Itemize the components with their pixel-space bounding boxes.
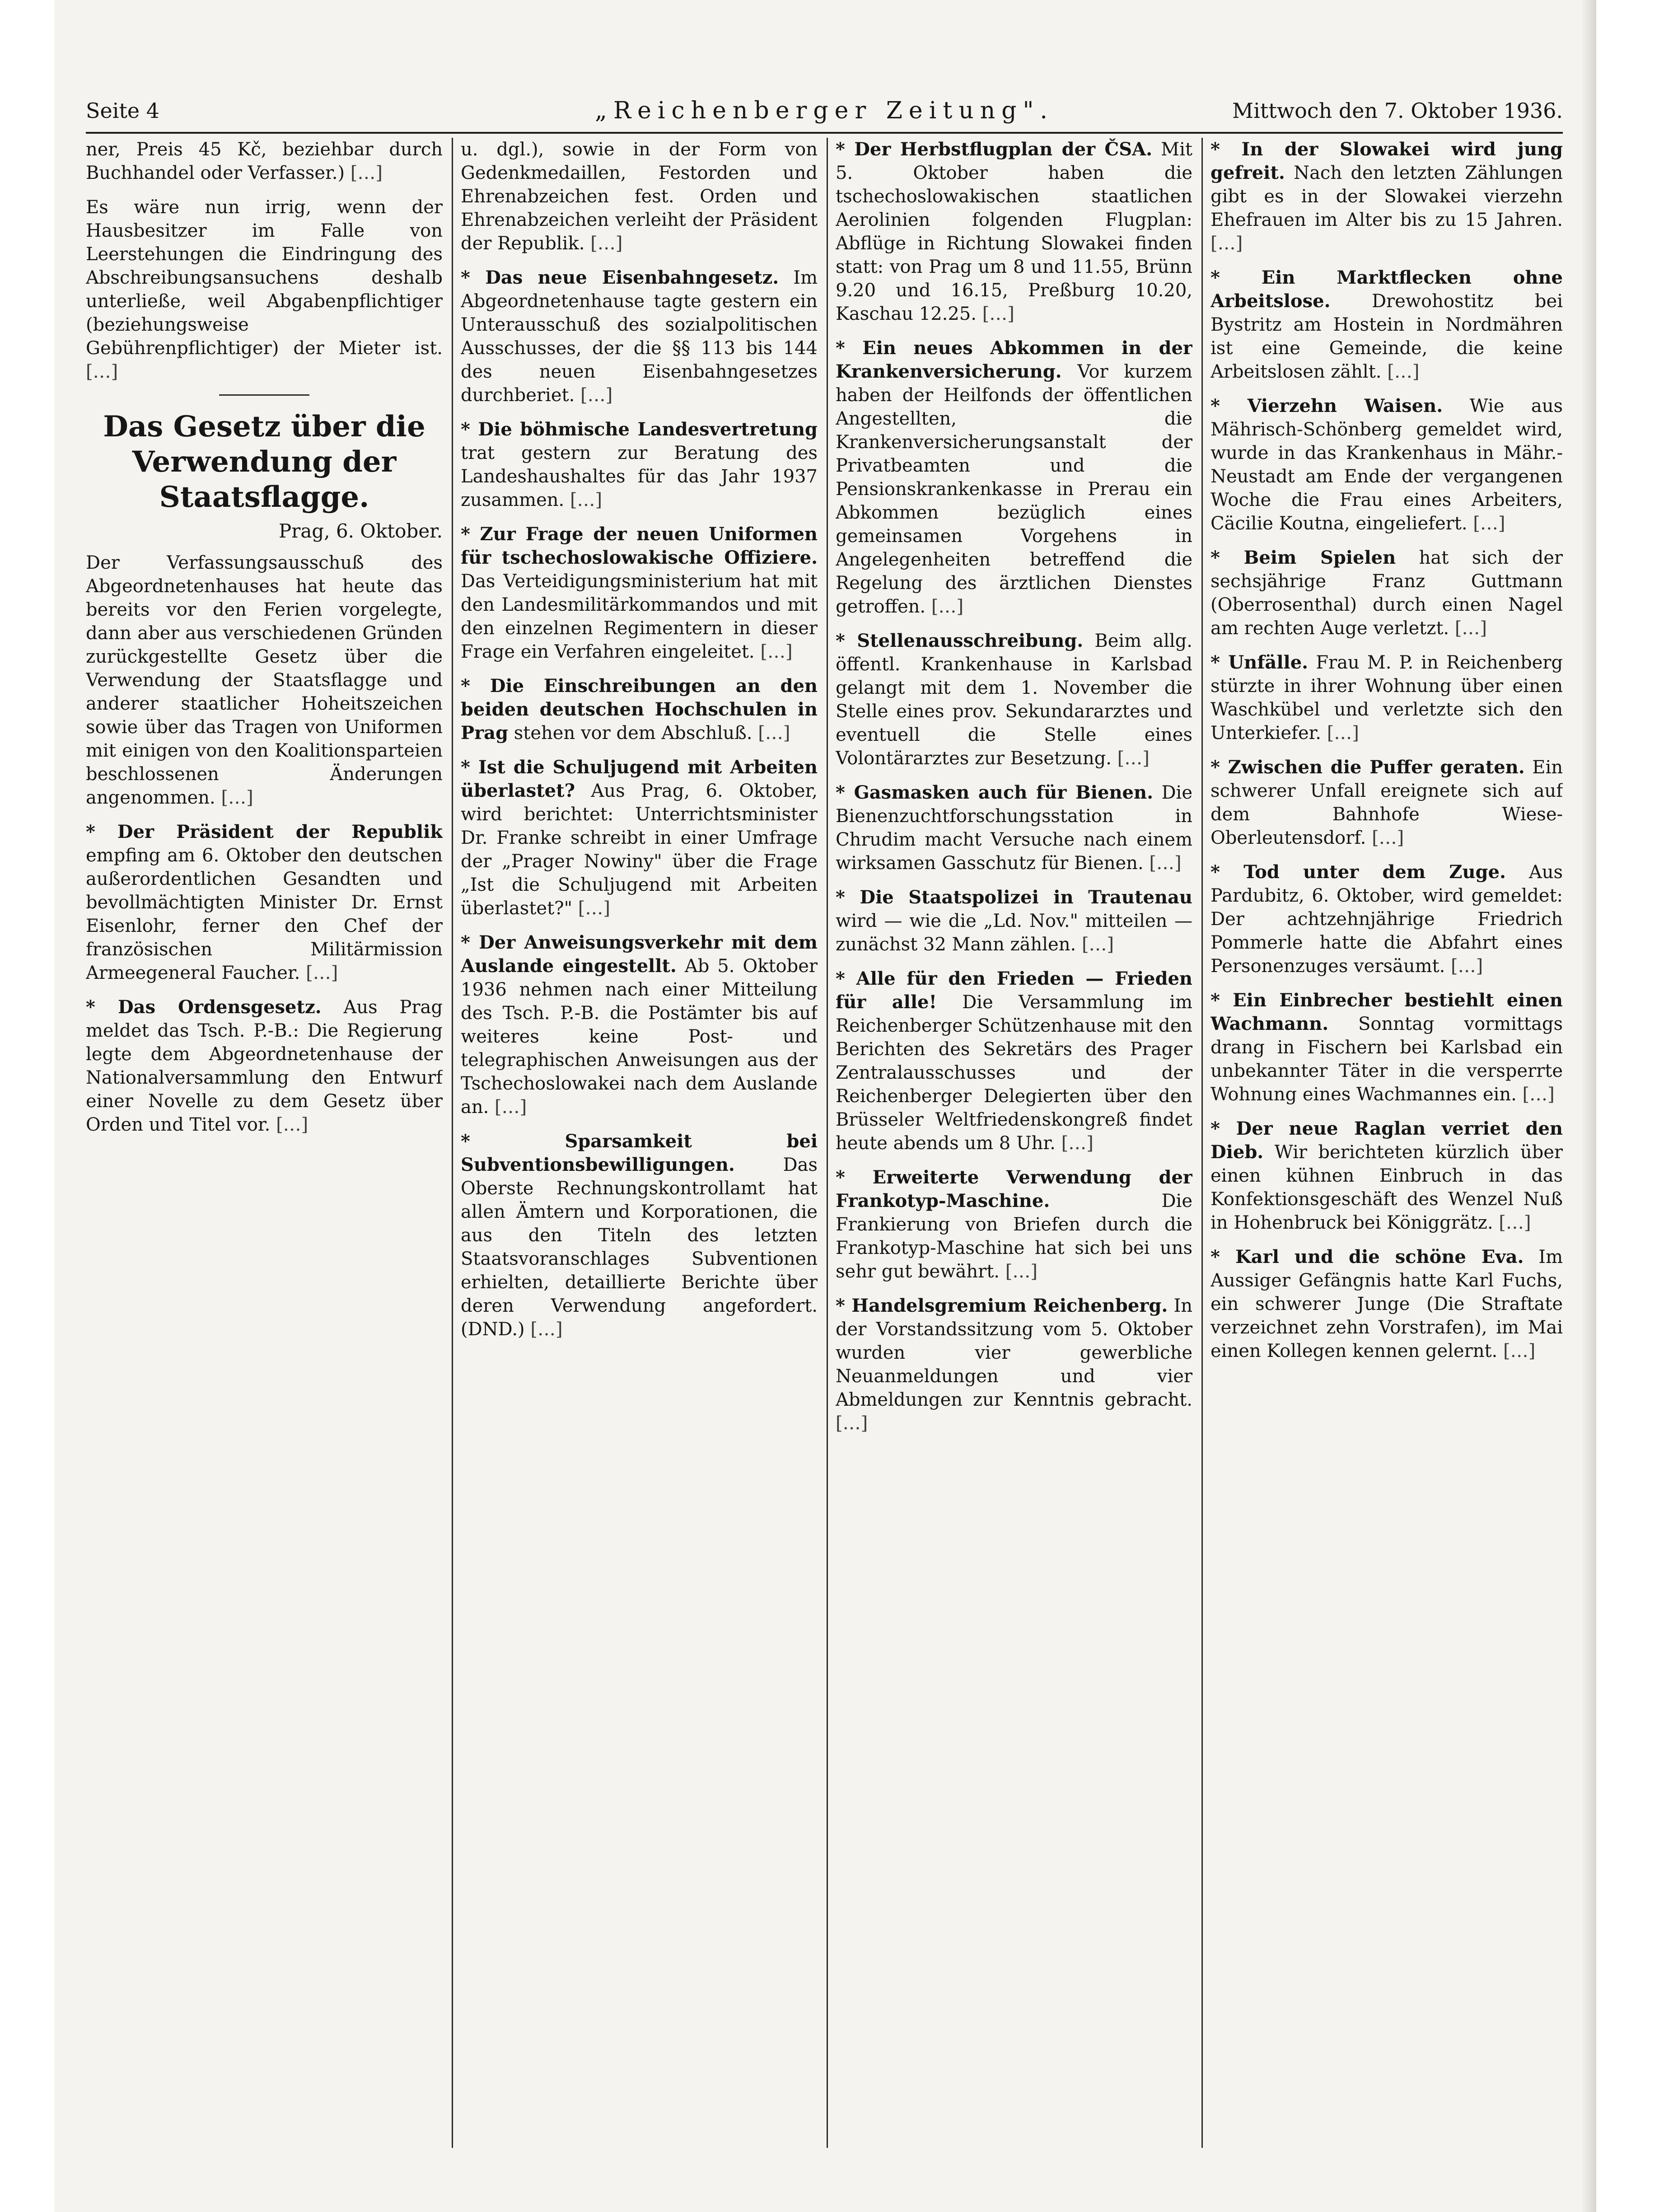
news-item-omitted: […] [580, 385, 613, 406]
news-item-omitted: […] [350, 163, 383, 183]
news-item-lead: * Sparsamkeit bei Subventionsbewilligungen. [461, 1131, 818, 1175]
column-4 [1211, 138, 1563, 2148]
news-item-text: wird — wie die „Ld. Nov." mitteilen — zunächst 32 Mann zählen. [836, 911, 1192, 955]
news-item-lead: * In der Slowakei wird jung gefreit. [1211, 139, 1563, 183]
article-divider [219, 394, 309, 396]
news-item-lead: * Der neue Raglan verriet den Dieb. [1211, 1118, 1563, 1163]
news-item-text: Drewohostitz bei Bystritz am Hostein in Nordmähren ist eine Gemeinde, die keine Arbeitslosen zählt. [1211, 291, 1563, 382]
news-item-text: Die Bienenzuchtforschungsstation in Chrudim macht Versuche nach einem wirksamen Gasschutz für Bienen. [836, 782, 1192, 874]
news-item [86, 138, 443, 185]
news-item [836, 967, 1192, 1155]
news-item [86, 820, 443, 985]
news-item [86, 996, 443, 1136]
news-item-omitted: […] [1503, 1341, 1536, 1361]
news-item-lead: * Ein Einbrecher bestiehlt einen Wachmann. [1211, 990, 1563, 1034]
column-rule [827, 138, 828, 2148]
news-item-lead: * Ein Marktflecken ohne Arbeitslose. [1211, 267, 1563, 312]
news-item [1211, 860, 1563, 978]
news-item [1211, 546, 1563, 640]
issue-date: Mittwoch den 7. Oktober 1936. [1232, 98, 1563, 123]
news-item [1211, 651, 1563, 745]
news-item-text: empfing am 6. Oktober den deutschen außerordentlichen Gesandten und bevollmächtigten Minister Dr. Ernst Eisenlohr, ferner den Chef der französischen Militärmission Armeegeneral Faucher. [86, 845, 443, 983]
news-item [461, 1130, 818, 1341]
news-item-text: ner, Preis 45 Kč, beziehbar durch Buchhandel oder Verfasser.) [86, 139, 443, 183]
news-item-lead: * Die böhmische Landesvertretung [461, 419, 818, 440]
news-item-text: In der Vorstandssitzung vom 5. Oktober wurden vier gewerbliche Neuanmeldungen und vier Abmeldungen zur Kenntnis gebracht. [836, 1295, 1192, 1410]
news-item-text: Aus Pardubitz, 6. Oktober, wird gemeldet: Der achtzehnjährige Friedrich Pommerle hatte die Abfahrt eines Personenzuges versäumt. [1211, 862, 1563, 977]
news-item [1211, 989, 1563, 1106]
column-2 [461, 138, 818, 2148]
scan-margin [1596, 0, 1664, 2212]
news-item-omitted: […] [1451, 956, 1483, 977]
news-item-text: Es wäre nun irrig, wenn der Hausbesitzer im Falle von Leerstehungen die Eindringung des Abschreibungsansuchens deshalb unterließe, weil Abgabenpflichtiger (beziehungsweise Gebührenpflichtiger) der Mieter ist. [86, 197, 443, 359]
news-item [836, 138, 1192, 326]
news-item-text: trat gestern zur Beratung des Landeshaushaltes für das Jahr 1937 zusammen. [461, 443, 818, 510]
news-item-lead: * Das Ordensgesetz. [86, 996, 322, 1018]
news-item-text: hat sich der sechsjährige Franz Guttmann (Oberrosenthal) durch einen Nagel am rechten Auge verletzt. [1211, 547, 1563, 639]
page-edge-shadow [1581, 0, 1596, 2212]
news-item [1211, 266, 1563, 383]
running-head [86, 95, 1563, 126]
news-item [836, 781, 1192, 875]
news-item [461, 418, 818, 512]
news-item-text: Aus Prag meldet das Tsch. P.-B.: Die Regierung legte dem Abgeordnetenhause der Nationalversammlung den Entwurf einer Novelle zu dem Gesetz über Orden und Titel vor. [86, 997, 443, 1135]
news-item-text: Wir berichteten kürzlich über einen kühnen Einbruch in das Konfektionsgeschäft des Wenzel Nuß in Hohenbruck bei Königgrätz. [1211, 1142, 1563, 1233]
column-rule [452, 138, 453, 2148]
news-item-text: u. dgl.), sowie in der Form von Gedenkmedaillen, Festorden und Ehrenabzeichen fest. Orden und Ehrenabzeichen verleiht der Präsident der Republik. [461, 139, 818, 254]
news-item-omitted: […] [530, 1319, 563, 1340]
news-item [86, 551, 443, 809]
news-item-omitted: […] [1081, 934, 1114, 955]
news-item-omitted: […] [1327, 723, 1359, 744]
news-item-omitted: […] [1387, 361, 1420, 382]
column-rule [1201, 138, 1203, 2148]
news-item-lead: * Alle für den Frieden — Frieden für alle! [836, 968, 1192, 1013]
article-dateline: Prag, 6. Oktober. [279, 520, 443, 542]
news-item-text: Im Aussiger Gefängnis hatte Karl Fuchs, ein schwerer Junge (Die Straftate verzeichnet zehn Vorstrafen), im Mai einen Kollegen kennen gelernt. [1211, 1247, 1563, 1361]
news-item-lead: * Handelsgremium Reichenberg. [836, 1295, 1168, 1316]
news-item-lead: * Gasmasken auch für Bienen. [836, 782, 1153, 803]
news-item-text: Mit 5. Oktober haben die tschechoslowakischen staatlichen Aerolinien folgenden Flugplan: Abflüge in Richtung Slowakei finden statt: von Prag um 8 und 11.55, Brünn 9.20 und 16.15, Preßburg 10.20, Kaschau 12.25. [836, 139, 1192, 324]
news-item-text: Die Frankierung von Briefen durch die Frankotyp-Maschine hat sich bei uns sehr gut bewährt. [836, 1191, 1192, 1282]
news-item-omitted: […] [1005, 1261, 1038, 1282]
news-item-lead: * Karl und die schöne Eva. [1211, 1246, 1524, 1267]
news-item-lead: * Ein neues Abkommen in der Krankenversicherung. [836, 337, 1192, 382]
news-item-text: Frau M. P. in Reichenberg stürzte in ihrer Wohnung über einen Waschkübel und verletzte sich den Unterkiefer. [1211, 652, 1563, 744]
news-item-omitted: […] [1522, 1084, 1555, 1105]
news-item-text: Das Oberste Rechnungskontrollamt hat allen Ämtern und Korporationen, die aus den Titeln des letzten Staatsvoranschlages Subventionen erhielten, detaillierte Berichte über deren Verwendung angefordert. (DND.) [461, 1155, 818, 1340]
news-item-text: Vor kurzem haben der Heilfonds der öffentlichen Angestellten, die Krankenversicherungsanstalt der Privatbeamten und die Pensionskrankenkasse in Prerau ein Abkommen bezüglich eines gemeinsamen Vorgehens in Angelegenheiten betreffend die Regelung des ärztlichen Dienstes getroffen. [836, 361, 1192, 617]
news-item-omitted: […] [760, 641, 793, 662]
news-item-lead: * Der Herbstflugplan der ČSA. [836, 139, 1152, 160]
article-headline: Das Gesetz über die Verwendung der Staatsflagge. [103, 410, 425, 514]
news-item-omitted: […] [758, 723, 790, 744]
news-item-lead: * Stellenausschreibung. [836, 630, 1083, 651]
news-item-omitted: […] [276, 1114, 308, 1135]
news-item-omitted: […] [590, 233, 623, 254]
news-item-omitted: […] [1372, 828, 1404, 848]
news-item [461, 138, 818, 255]
news-item [836, 629, 1192, 770]
news-item-omitted: […] [931, 596, 964, 617]
news-item-omitted: […] [1149, 853, 1182, 874]
news-item-text: Der Verfassungsausschuß des Abgeordnetenhauses hat heute das bereits vor den Ferien vorgelegte, dann aber aus verschiedenen Gründen zurückgestellte Gesetz über die Verwendung der Staatsflagge und anderer staatlicher Hoheitszeichen sowie über das Tragen von Uniformen mit einigen von den Koalitionsparteien beschlossenen Änderungen angenommen. [86, 552, 443, 808]
news-item-text: stehen vor dem Abschluß. [514, 723, 753, 744]
news-item-omitted: […] [578, 898, 610, 919]
news-item [461, 756, 818, 920]
column-1 [86, 138, 443, 2148]
news-item [1211, 138, 1563, 255]
news-item [836, 1294, 1192, 1435]
news-item [1211, 394, 1563, 535]
news-item-text: Aus Prag, 6. Oktober, wird berichtet: Unterrichtsminister Dr. Franke schreibt in einer Umfrage der „Prager Nowiny" über die Frage „Ist die Schuljugend mit Arbeiten überlastet?" [461, 781, 818, 919]
news-item-lead: * Ist die Schuljugend mit Arbeiten überlastet? [461, 757, 818, 801]
news-item-text: Ab 5. Oktober 1936 nehmen nach einer Mitteilung des Tsch. P.-B. die Postämter bis auf weiteres keine Post- und telegraphischen Anweisungen aus der Tschechoslowakei nach dem Auslande an. [461, 956, 818, 1118]
news-item [461, 266, 818, 407]
news-item-text: Ein schwerer Unfall ereignete sich auf dem Bahnhofe Wiese-Oberleutensdorf. [1211, 757, 1563, 848]
news-item [86, 196, 443, 383]
news-item-text: Wie aus Mährisch-Schönberg gemeldet wird, wurde in das Krankenhaus in Mähr.-Neustadt am Ende der vergangenen Woche die Frau eines Arbeiters, Cäcilie Koutna, eingeliefert. [1211, 396, 1563, 534]
news-item-lead: * Der Präsident der Republik [86, 821, 443, 842]
news-item [836, 337, 1192, 618]
news-item-omitted: […] [1211, 233, 1243, 254]
news-item-text: Im Abgeordnetenhause tagte gestern ein Unterausschuß des sozialpolitischen Ausschusses, der die §§ 113 bis 144 des neuen Eisenbahngesetzes durchberiet. [461, 267, 818, 406]
news-item-lead: * Zur Frage der neuen Uniformen für tschechoslowakische Offiziere. [461, 524, 818, 568]
news-item-text: Das Verteidigungsministerium hat mit den Landesmilitärkommandos und mit den einzelnen Regimentern in dieser Frage ein Verfahren eingeleitet. [461, 571, 818, 662]
news-item [1211, 1245, 1563, 1363]
header-rule [86, 132, 1563, 134]
news-item-text: Nach den letzten Zählungen gibt es in der Slowakei vierzehn Ehefrauen im Alter bis zu 15 Jahren. [1211, 163, 1563, 230]
news-item [461, 523, 818, 664]
news-item-omitted: […] [1061, 1133, 1094, 1154]
news-item-omitted: […] [982, 304, 1014, 324]
news-item-lead: * Tod unter dem Zuge. [1211, 861, 1506, 883]
news-item-omitted: […] [1499, 1212, 1531, 1233]
news-item-lead: * Zwischen die Puffer geraten. [1211, 757, 1525, 778]
news-item-omitted: […] [836, 1413, 868, 1434]
news-item-omitted: […] [1117, 748, 1150, 769]
news-item-lead: * Das neue Eisenbahngesetz. [461, 267, 779, 288]
news-item-lead: * Erweiterte Verwendung der Frankotyp-Maschine. [836, 1167, 1192, 1211]
news-item [461, 931, 818, 1119]
news-item-omitted: […] [221, 787, 253, 808]
news-item [1211, 1117, 1563, 1235]
news-item-omitted: […] [1454, 618, 1487, 639]
news-item-lead: * Die Staatspolizei in Trautenau [836, 887, 1192, 908]
news-item-omitted: […] [1473, 513, 1505, 534]
newspaper-title: „Reichenberger Zeitung". [595, 97, 1054, 124]
news-item-omitted: […] [306, 963, 338, 983]
news-item-text: Die Versammlung im Reichenberger Schützenhause mit den Berichten des Sekretärs des Prager Zentralausschusses und der Reichenberger Delegierten über den Brüsseler Weltfriedenskongreß findet heute abends um 8 Uhr. [836, 992, 1192, 1154]
news-item-lead: * Vierzehn Waisen. [1211, 395, 1443, 416]
news-item-lead: * Unfälle. [1211, 652, 1308, 673]
news-item-lead: * Der Anweisungsverkehr mit dem Auslande eingestellt. [461, 932, 818, 977]
column-3 [836, 138, 1192, 2148]
news-item [836, 1166, 1192, 1283]
page-number: Seite 4 [86, 98, 160, 123]
news-item-text: Beim allg. öffentl. Krankenhause in Karlsbad gelangt mit dem 1. November die Stelle eines prov. Sekundararztes und eventuell die Stelle eines Volontärarztes zur Besetzung. [836, 631, 1192, 769]
news-item [836, 886, 1192, 956]
news-item [1211, 756, 1563, 850]
news-item [461, 674, 818, 745]
news-item-lead: * Die Einschreibungen an den beiden deutschen Hochschulen in Prag [461, 675, 818, 744]
news-item-omitted: […] [495, 1097, 527, 1118]
news-item-text: Sonntag vormittags drang in Fischern bei Karlsbad ein unbekannter Täter in die versperrte Wohnung eines Wachmannes ein. [1211, 1014, 1563, 1105]
news-item-omitted: […] [86, 361, 118, 382]
news-item-omitted: […] [570, 490, 603, 510]
news-item-lead: * Beim Spielen [1211, 547, 1396, 568]
